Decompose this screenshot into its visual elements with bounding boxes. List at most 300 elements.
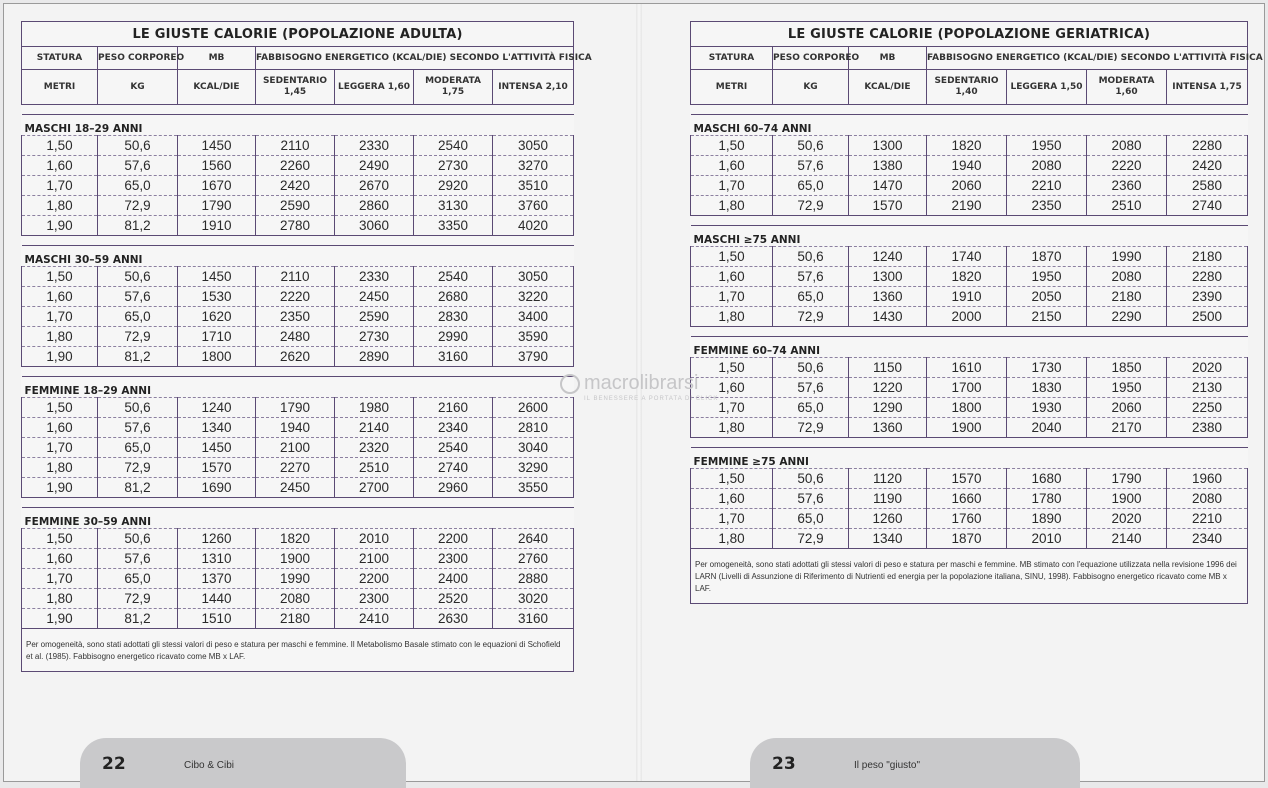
table-cell: 2220	[1087, 156, 1167, 176]
table-row	[22, 438, 574, 458]
table-cell: 2100	[335, 549, 414, 569]
table-row	[22, 136, 574, 156]
table-cell: 1,90	[22, 478, 98, 498]
table-cell: 1,50	[22, 529, 98, 549]
table-header-row	[691, 47, 1248, 70]
table-cell: 81,2	[98, 478, 178, 498]
table-cell: 2200	[414, 529, 493, 549]
table-cell: 2010	[335, 529, 414, 549]
table-row	[691, 358, 1248, 378]
table-cell: 50,6	[773, 136, 849, 156]
table-cell: 1,80	[22, 196, 98, 216]
table-cell: 2040	[1007, 418, 1087, 438]
table-cell: 2600	[493, 398, 574, 418]
table-cell: 2020	[1087, 509, 1167, 529]
adult-calories-table	[21, 21, 592, 672]
table-cell: 2920	[414, 176, 493, 196]
table-row	[691, 156, 1248, 176]
table-cell: 3290	[493, 458, 574, 478]
table-cell: 2680	[414, 287, 493, 307]
table-cell: 1,90	[22, 216, 98, 236]
table-cell: 1260	[849, 509, 927, 529]
table-cell: 72,9	[773, 307, 849, 327]
table-cell: 1,90	[22, 347, 98, 367]
table-row	[22, 307, 574, 327]
table-cell: 1790	[256, 398, 335, 418]
table-cell: 2300	[414, 549, 493, 569]
table-cell: 50,6	[98, 136, 178, 156]
table-cell: 2190	[927, 196, 1007, 216]
table-cell: 1950	[1087, 378, 1167, 398]
table-cell: 1890	[1007, 509, 1087, 529]
table-cell: 2210	[1167, 509, 1248, 529]
table-cell: 1710	[178, 327, 256, 347]
table-cell: 1910	[927, 287, 1007, 307]
table-cell: 1,70	[691, 509, 773, 529]
table-cell: 1790	[178, 196, 256, 216]
table-cell: 2080	[1087, 267, 1167, 287]
group-header-row	[691, 337, 1248, 358]
table-cell: 1,50	[691, 136, 773, 156]
table-cell: 3510	[493, 176, 574, 196]
table-cell: 1240	[178, 398, 256, 418]
table-cell: 2450	[256, 478, 335, 498]
table-cell: 2050	[1007, 287, 1087, 307]
table-cell: 2290	[1087, 307, 1167, 327]
table-cell: 1,60	[22, 418, 98, 438]
table-row	[22, 458, 574, 478]
table-cell: 1820	[256, 529, 335, 549]
table-cell: 1290	[849, 398, 927, 418]
table-cell: 1300	[849, 136, 927, 156]
table-row	[22, 549, 574, 569]
table-cell: 1570	[178, 458, 256, 478]
table-cell: 1360	[849, 418, 927, 438]
left-page-footer	[80, 738, 406, 788]
unit-kg: KG	[98, 70, 178, 105]
table-cell: 1260	[178, 529, 256, 549]
table-cell: 2340	[414, 418, 493, 438]
table-cell: 2140	[1087, 529, 1167, 549]
table-cell: 2200	[335, 569, 414, 589]
group-header-row	[22, 508, 574, 529]
header-fabbisogno: FABBISOGNO ENERGETICO (KCAL/DIE) SECONDO L'ATTIVITÀ FISICA	[256, 47, 574, 70]
table-cell: 2380	[1167, 418, 1248, 438]
table-cell: 2860	[335, 196, 414, 216]
table-cell: 2250	[1167, 398, 1248, 418]
table-cell: 2490	[335, 156, 414, 176]
group-header-row	[691, 115, 1248, 136]
table-cell: 72,9	[773, 529, 849, 549]
table-cell: 57,6	[98, 549, 178, 569]
table-units-row	[691, 70, 1248, 105]
group-spacer	[691, 216, 1248, 226]
table-cell: 1,50	[22, 267, 98, 287]
table-cell: 1780	[1007, 489, 1087, 509]
table-cell: 2590	[256, 196, 335, 216]
unit-metri: METRI	[691, 70, 773, 105]
table-cell: 2670	[335, 176, 414, 196]
table-cell: 1990	[1087, 247, 1167, 267]
watermark-logo-icon	[560, 374, 580, 394]
table-cell: 1510	[178, 609, 256, 629]
table-cell: 65,0	[98, 438, 178, 458]
table-cell: 1190	[849, 489, 927, 509]
table-cell: 1730	[1007, 358, 1087, 378]
table-row	[22, 287, 574, 307]
table-cell: 72,9	[98, 196, 178, 216]
table-cell: 2590	[335, 307, 414, 327]
group-spacer	[691, 105, 1248, 115]
table-cell: 2480	[256, 327, 335, 347]
table-row	[691, 398, 1248, 418]
table-cell: 57,6	[773, 267, 849, 287]
table-row	[22, 267, 574, 287]
table-cell: 1340	[178, 418, 256, 438]
table-cell: 2340	[1167, 529, 1248, 549]
table-cell: 1,80	[691, 418, 773, 438]
table-cell: 1940	[927, 156, 1007, 176]
table-cell: 1790	[1087, 469, 1167, 489]
header-statura: STATURA	[691, 47, 773, 70]
table-cell: 2140	[335, 418, 414, 438]
table-title-row	[22, 22, 574, 47]
table-cell: 1870	[927, 529, 1007, 549]
table-cell: 1990	[256, 569, 335, 589]
table-cell: 3350	[414, 216, 493, 236]
table-cell: 2150	[1007, 307, 1087, 327]
table-cell: 1760	[927, 509, 1007, 529]
table-cell: 2700	[335, 478, 414, 498]
table-cell: 1,70	[22, 176, 98, 196]
table-cell: 2620	[256, 347, 335, 367]
table-cell: 2260	[256, 156, 335, 176]
table-row	[691, 378, 1248, 398]
table-cell: 1,80	[22, 327, 98, 347]
table-cell: 1570	[927, 469, 1007, 489]
right-page-footer	[750, 738, 1080, 788]
table-cell: 1,80	[691, 307, 773, 327]
table-cell: 1,60	[691, 489, 773, 509]
table-cell: 3020	[493, 589, 574, 609]
table-cell: 1,70	[22, 438, 98, 458]
table-cell: 3550	[493, 478, 574, 498]
table-header-row	[22, 47, 574, 70]
table-cell: 1,60	[22, 287, 98, 307]
group-title: MASCHI 30–59 ANNI	[22, 246, 574, 267]
table-cell: 2350	[256, 307, 335, 327]
table-cell: 57,6	[98, 156, 178, 176]
table-cell: 50,6	[98, 398, 178, 418]
table-cell: 1,50	[691, 247, 773, 267]
group-header-row	[22, 115, 574, 136]
table-row	[691, 196, 1248, 216]
table-cell: 2080	[1007, 156, 1087, 176]
table-cell: 50,6	[98, 529, 178, 549]
table-cell: 2540	[414, 136, 493, 156]
table-cell: 1530	[178, 287, 256, 307]
table-cell: 2520	[414, 589, 493, 609]
table-row	[691, 307, 1248, 327]
table-row	[22, 216, 574, 236]
table-cell: 2360	[1087, 176, 1167, 196]
table-cell: 2740	[1167, 196, 1248, 216]
table-cell: 1150	[849, 358, 927, 378]
table-cell: 1,90	[22, 609, 98, 629]
group-title: FEMMINE 18–29 ANNI	[22, 377, 574, 398]
group-header-row	[691, 226, 1248, 247]
table-cell: 2420	[256, 176, 335, 196]
group-title: MASCHI ≥75 ANNI	[691, 226, 1248, 247]
table-cell: 50,6	[773, 358, 849, 378]
table-cell: 50,6	[773, 469, 849, 489]
table-cell: 1900	[927, 418, 1007, 438]
table-cell: 2280	[1167, 267, 1248, 287]
table-cell: 72,9	[98, 327, 178, 347]
table-cell: 2630	[414, 609, 493, 629]
table-cell: 1120	[849, 469, 927, 489]
table-cell: 2350	[1007, 196, 1087, 216]
table-cell: 72,9	[98, 589, 178, 609]
table-cell: 1310	[178, 549, 256, 569]
table-cell: 3040	[493, 438, 574, 458]
header-fabbisogno: FABBISOGNO ENERGETICO (KCAL/DIE) SECONDO L'ATTIVITÀ FISICA	[927, 47, 1248, 70]
table-cell: 2060	[927, 176, 1007, 196]
table-row	[691, 176, 1248, 196]
table-cell: 1470	[849, 176, 927, 196]
table-cell: 3050	[493, 136, 574, 156]
table-cell: 1930	[1007, 398, 1087, 418]
table-row	[22, 569, 574, 589]
table-cell: 2810	[493, 418, 574, 438]
table-cell: 2830	[414, 307, 493, 327]
table-cell: 2110	[256, 267, 335, 287]
table-cell: 1800	[178, 347, 256, 367]
table-title: LE GIUSTE CALORIE (POPOLAZIONE GERIATRICA)	[691, 22, 1248, 47]
table-cell: 2960	[414, 478, 493, 498]
table-cell: 2510	[1087, 196, 1167, 216]
table-cell: 1980	[335, 398, 414, 418]
group-title: MASCHI 18–29 ANNI	[22, 115, 574, 136]
table-cell: 2540	[414, 438, 493, 458]
table-cell: 2320	[335, 438, 414, 458]
table-cell: 2300	[335, 589, 414, 609]
table-cell: 3160	[414, 347, 493, 367]
table-cell: 65,0	[98, 307, 178, 327]
table-cell: 1,50	[691, 469, 773, 489]
activity-level-header: INTENSA 2,10	[493, 70, 574, 105]
table-cell: 2330	[335, 136, 414, 156]
table-cell: 1800	[927, 398, 1007, 418]
table-row	[22, 529, 574, 549]
table-cell: 81,2	[98, 609, 178, 629]
table-cell: 65,0	[773, 176, 849, 196]
table-cell: 1910	[178, 216, 256, 236]
table-cell: 1700	[927, 378, 1007, 398]
table-cell: 1370	[178, 569, 256, 589]
table-cell: 2080	[256, 589, 335, 609]
table-cell: 2740	[414, 458, 493, 478]
table-cell: 1300	[849, 267, 927, 287]
table-cell: 3060	[335, 216, 414, 236]
table-cell: 2080	[1087, 136, 1167, 156]
table-row	[691, 529, 1248, 549]
table-cell: 2410	[335, 609, 414, 629]
table-cell: 1960	[1167, 469, 1248, 489]
table-cell: 72,9	[773, 418, 849, 438]
group-spacer	[22, 367, 574, 377]
header-statura: STATURA	[22, 47, 98, 70]
table-row	[22, 589, 574, 609]
table-cell: 1950	[1007, 267, 1087, 287]
table-row	[22, 478, 574, 498]
table-cell: 2400	[414, 569, 493, 589]
left-page-number: 22	[102, 754, 126, 774]
group-spacer	[691, 438, 1248, 448]
right-page-number: 23	[772, 754, 796, 774]
activity-level-header: MODERATA 1,75	[414, 70, 493, 105]
table-cell: 1430	[849, 307, 927, 327]
table-cell: 2280	[1167, 136, 1248, 156]
table-cell: 1820	[927, 136, 1007, 156]
activity-level-header: SEDENTARIO 1,40	[927, 70, 1007, 105]
group-header-row	[22, 377, 574, 398]
table-row	[691, 136, 1248, 156]
activity-level-header: LEGGERA 1,50	[1007, 70, 1087, 105]
table-cell: 1820	[927, 267, 1007, 287]
table-cell: 50,6	[773, 247, 849, 267]
table-cell: 65,0	[98, 176, 178, 196]
table-cell: 1,80	[22, 458, 98, 478]
table-cell: 2220	[256, 287, 335, 307]
header-mb: MB	[178, 47, 256, 70]
table-row	[22, 398, 574, 418]
header-peso-corporeo: PESO CORPOREO	[98, 47, 178, 70]
table-cell: 57,6	[773, 156, 849, 176]
table-footnote-row	[22, 629, 574, 672]
table-cell: 1,70	[22, 307, 98, 327]
table-cell: 1220	[849, 378, 927, 398]
table-cell: 2730	[335, 327, 414, 347]
table-cell: 2160	[414, 398, 493, 418]
table-cell: 1940	[256, 418, 335, 438]
table-cell: 57,6	[98, 418, 178, 438]
table-cell: 1,50	[22, 136, 98, 156]
table-cell: 1,60	[22, 549, 98, 569]
group-spacer	[22, 105, 574, 115]
group-spacer	[691, 327, 1248, 337]
group-header-row	[691, 448, 1248, 469]
table-cell: 2180	[1087, 287, 1167, 307]
table-cell: 3790	[493, 347, 574, 367]
table-row	[22, 609, 574, 629]
table-cell: 1660	[927, 489, 1007, 509]
table-row	[691, 469, 1248, 489]
table-cell: 1,80	[691, 529, 773, 549]
table-cell: 2450	[335, 287, 414, 307]
table-units-row	[22, 70, 574, 105]
group-title: FEMMINE ≥75 ANNI	[691, 448, 1248, 469]
table-cell: 1,70	[691, 398, 773, 418]
table-cell: 1570	[849, 196, 927, 216]
header-peso-corporeo: PESO CORPOREO	[773, 47, 849, 70]
table-cell: 1610	[927, 358, 1007, 378]
table-cell: 3760	[493, 196, 574, 216]
table-cell: 1830	[1007, 378, 1087, 398]
table-cell: 1,80	[22, 589, 98, 609]
table-cell: 1450	[178, 438, 256, 458]
table-cell: 50,6	[98, 267, 178, 287]
activity-level-header: MODERATA 1,60	[1087, 70, 1167, 105]
table-cell: 2540	[414, 267, 493, 287]
table-cell: 1,70	[691, 176, 773, 196]
table-cell: 1690	[178, 478, 256, 498]
table-cell: 2180	[256, 609, 335, 629]
table-row	[22, 176, 574, 196]
table-cell: 2880	[493, 569, 574, 589]
table-cell: 2500	[1167, 307, 1248, 327]
table-cell: 1360	[849, 287, 927, 307]
unit-kcal-die: KCAL/DIE	[849, 70, 927, 105]
geriatric-calories-table	[690, 21, 1263, 604]
group-title: FEMMINE 60–74 ANNI	[691, 337, 1248, 358]
table-cell: 1,70	[22, 569, 98, 589]
table-cell: 2510	[335, 458, 414, 478]
table-cell: 1440	[178, 589, 256, 609]
group-header-row	[22, 246, 574, 267]
table-row	[22, 156, 574, 176]
table-cell: 1450	[178, 267, 256, 287]
table-cell: 2130	[1167, 378, 1248, 398]
table-cell: 2000	[927, 307, 1007, 327]
activity-level-header: INTENSA 1,75	[1167, 70, 1248, 105]
group-spacer	[22, 236, 574, 246]
table-cell: 1,50	[22, 398, 98, 418]
table-cell: 1,60	[691, 378, 773, 398]
table-row	[22, 327, 574, 347]
table-cell: 1,60	[691, 267, 773, 287]
table-cell: 72,9	[98, 458, 178, 478]
table-cell: 2330	[335, 267, 414, 287]
table-cell: 2580	[1167, 176, 1248, 196]
table-cell: 2730	[414, 156, 493, 176]
table-cell: 1,60	[22, 156, 98, 176]
unit-kcal-die: KCAL/DIE	[178, 70, 256, 105]
table-footnote-row	[691, 549, 1248, 604]
watermark-subtext: IL BENESSERE A PORTATA DI CLICK	[584, 396, 719, 402]
table-row	[22, 347, 574, 367]
table-cell: 2110	[256, 136, 335, 156]
table-cell: 2080	[1167, 489, 1248, 509]
watermark-text: macrolibrarsi	[584, 372, 699, 394]
table-cell: 1670	[178, 176, 256, 196]
table-cell: 2420	[1167, 156, 1248, 176]
table-cell: 2760	[493, 549, 574, 569]
table-cell: 1950	[1007, 136, 1087, 156]
table-cell: 3590	[493, 327, 574, 347]
table-cell: 1240	[849, 247, 927, 267]
unit-metri: METRI	[22, 70, 98, 105]
table-row	[22, 196, 574, 216]
table-cell: 65,0	[773, 398, 849, 418]
table-cell: 1900	[256, 549, 335, 569]
table-row	[691, 509, 1248, 529]
table-cell: 57,6	[98, 287, 178, 307]
table-cell: 2640	[493, 529, 574, 549]
table-cell: 57,6	[773, 489, 849, 509]
table-cell: 2270	[256, 458, 335, 478]
table-cell: 1340	[849, 529, 927, 549]
